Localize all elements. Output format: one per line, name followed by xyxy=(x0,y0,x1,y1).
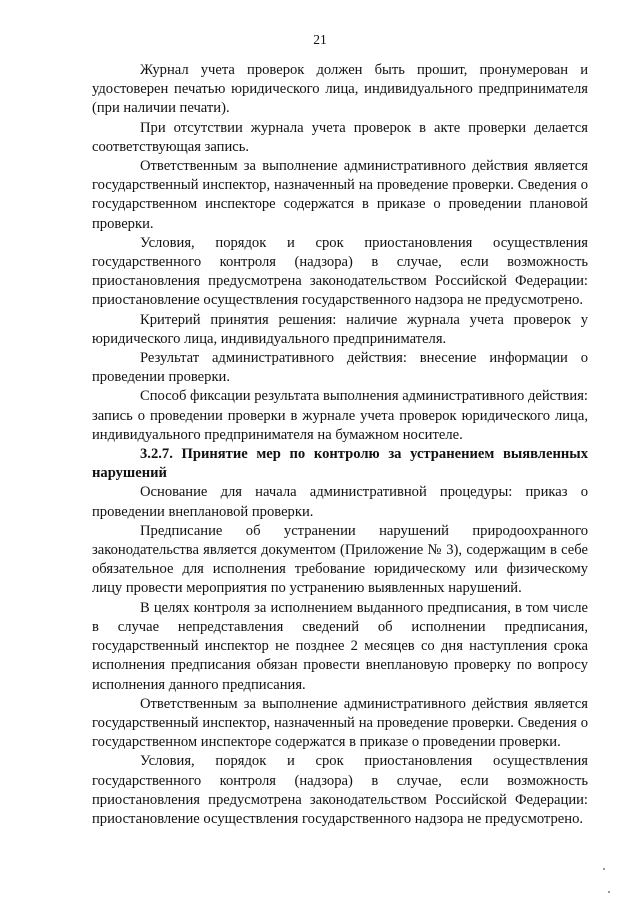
paragraph-fixation-method: Способ фиксации результата выполнения административного действия: запись о проведении проверки в журнале учета проверок юридического лица, индивидуального предпринимателя на бумажном носителе. xyxy=(92,388,588,443)
paragraph-action-result: Результат административного действия: внесение информации о проведении проверки. xyxy=(92,350,588,386)
paragraph-journal-binding: Журнал учета проверок должен быть прошит, пронумерован и удостоверен печатью юридического лица, индивидуального предпринимателя (при наличии печати). xyxy=(92,62,588,117)
paragraph-decision-criterion: Критерий принятия решения: наличие журнала учета проверок у юридического лица, индивидуального предпринимателя. xyxy=(92,311,588,347)
scan-speck xyxy=(603,868,605,870)
section-heading: 3.2.7. Принятие мер по контролю за устранением выявленных нарушений xyxy=(92,446,588,482)
paragraph-responsible-planned: Ответственным за выполнение административного действия является государственный инспектор, назначенный на проведение проверки. Сведения о государственном инспекторе содержатся в приказе о проведении плановой проверки. xyxy=(92,158,588,232)
paragraph-suspension-conditions-repeat: Условия, порядок и срок приостановления осуществления государственного контроля (надзора) в случае, если возможность приостановления предусмотрена законодательством Российской Федерации: приостановление осуществления государственного надзора не предусмотрено. xyxy=(92,753,588,827)
paragraph-procedure-basis: Основание для начала административной процедуры: приказ о проведении внеплановой проверки. xyxy=(92,484,588,520)
page-number: 21 xyxy=(313,32,327,47)
scan-speck xyxy=(608,891,610,893)
paragraph-prescription: Предписание об устранении нарушений природоохранного законодательства является документом (Приложение № 3), содержащим в себе обязательное для исполнения требование юридическому или физическому лицу провести мероприятия по устранению выявленных нарушений. xyxy=(92,522,588,597)
document-body xyxy=(92,61,588,829)
paragraph-no-journal: При отсутствии журнала учета проверок в акте проверки делается соответствующая запись. xyxy=(92,119,588,155)
paragraph-responsible-inspection: Ответственным за выполнение административного действия является государственный инспектор, назначенный на проведение проверки. Сведения о государственном инспекторе содержатся в приказе о проведении проверки. xyxy=(92,695,588,751)
paragraph-suspension-conditions: Условия, порядок и срок приостановления осуществления государственного контроля (надзора) в случае, если возможность приостановления предусмотрена законодательством Российской Федерации: приостановление осуществления государственного надзора не предусмотрено. xyxy=(92,234,588,309)
paragraph-control-purpose: В целях контроля за исполнением выданного предписания, в том числе в случае непредставления сведений об исполнении предписания, государственный инспектор не позднее 2 месяцев со дня наступления срока исполнения предписания обязан провести внеплановую проверку по вопросу исполнения данного предписания. xyxy=(92,599,588,693)
